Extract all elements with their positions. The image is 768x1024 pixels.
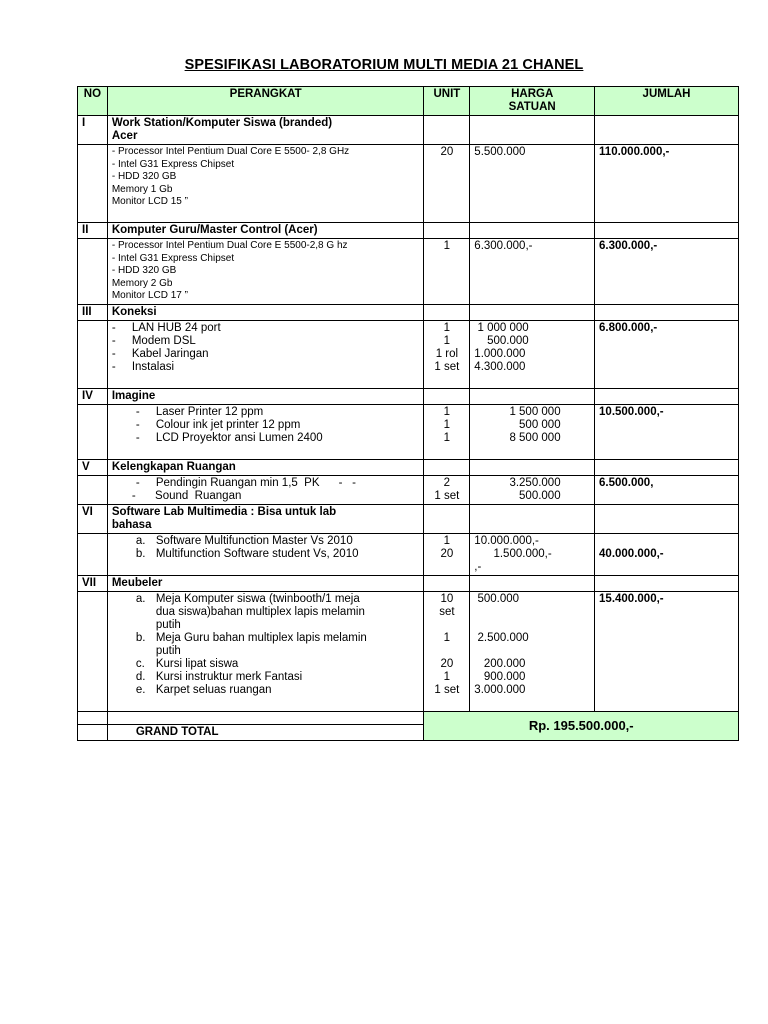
list-item: b. Multifunction Software student Vs, 2010: [135, 547, 359, 560]
jumlah-cell: 6.300.000,-: [595, 239, 739, 305]
unit-cell: [424, 533, 470, 575]
header-harga-line1: HARGA: [511, 88, 554, 100]
section-title: [107, 116, 424, 145]
price-cell: [470, 404, 595, 459]
list-item: Memory 1 Gb: [111, 183, 173, 195]
price-value: 500.000: [474, 592, 520, 605]
item-list: [107, 320, 424, 388]
section-number: I: [78, 116, 108, 145]
price-value: 500.000: [474, 334, 529, 347]
list-item: - Intel G31 Express Chipset: [111, 158, 235, 170]
jumlah-cell: 10.500.000,-: [595, 404, 739, 459]
item-list: [107, 475, 424, 504]
unit-value: 1: [443, 670, 451, 683]
jumlah-cell: 40.000.000,-: [595, 533, 739, 575]
price-value: 1.500.000,-: [474, 547, 552, 560]
item-list: [107, 404, 424, 459]
unit-value: 1: [443, 321, 451, 334]
jumlah-cell: 6.500.000,: [595, 475, 739, 504]
list-item: d. Kursi instruktur merk Fantasi: [135, 670, 303, 683]
list-item: - Processor Intel Pentium Dual Core E 5500- 2,8 GHz: [111, 146, 350, 157]
unit-cell: [424, 320, 470, 388]
section-title: Meubeler: [107, 575, 424, 591]
price-value: 5.500.000: [474, 146, 526, 158]
list-item: a. Meja Komputer siswa (twinbooth/1 meja dua siswa)bahan multiplex lapis melamin putih: [135, 592, 365, 631]
unit-value: 1: [443, 334, 451, 347]
list-item: a. Software Multifunction Master Vs 2010: [135, 534, 353, 547]
price-value: 1 000 000: [474, 321, 529, 334]
unit-cell: [424, 475, 470, 504]
unit-value: 1: [443, 431, 451, 444]
section-items-row: [78, 404, 739, 459]
jumlah-cell: 15.400.000,-: [595, 591, 739, 711]
section-title: Komputer Guru/Master Control (Acer): [107, 223, 424, 239]
section-title-line1: Software Lab Multimedia : Bisa untuk lab: [111, 505, 337, 518]
unit-value: 1: [443, 631, 451, 644]
unit-value: 1: [443, 405, 451, 418]
unit-value: 1 set: [434, 489, 460, 502]
section-title-row: [78, 116, 739, 145]
list-item: b. Meja Guru bahan multiplex lapis melamin putih: [135, 631, 367, 657]
list-item: - Intel G31 Express Chipset: [111, 252, 235, 264]
price-value: 3.000.000: [474, 683, 526, 696]
section-items-row: [78, 533, 739, 575]
list-item: - Instalasi: [111, 360, 175, 373]
price-value: 2.500.000: [474, 631, 529, 644]
section-number: III: [78, 304, 108, 320]
section-title-row: [78, 304, 739, 320]
grand-total-label: GRAND TOTAL: [107, 724, 424, 740]
price-value: 4.300.000: [474, 360, 526, 373]
section-title: Koneksi: [107, 304, 424, 320]
price-value: 6.300.000,-: [474, 240, 533, 252]
section-title-row: [78, 223, 739, 239]
grand-total-value: Rp. 195.500.000,-: [424, 711, 739, 740]
price-value: 900.000: [474, 670, 526, 683]
jumlah-cell: 110.000.000,-: [595, 145, 739, 223]
list-item: Monitor LCD 15 ”: [111, 196, 188, 207]
unit-value: 20: [440, 547, 454, 560]
unit-value: 10: [440, 592, 454, 605]
list-item: Memory 2 Gb: [111, 277, 173, 289]
unit-value: 1: [443, 534, 451, 547]
item-list: [107, 145, 424, 223]
unit-value: set: [439, 605, 455, 618]
grand-total-spacer-row: [78, 711, 739, 724]
unit-value: 1 rol: [435, 347, 459, 360]
item-list: [107, 239, 424, 305]
list-item: - Modem DSL: [111, 334, 196, 347]
list-item: - LCD Proyektor ansi Lumen 2400: [135, 431, 323, 444]
list-item: - Processor Intel Pentium Dual Core E 5500-2,8 G hz: [111, 240, 348, 251]
price-value: 10.000.000,-: [474, 534, 539, 547]
price-value: 500.000: [474, 489, 561, 502]
unit-value: 20: [440, 146, 454, 158]
list-item: - Laser Printer 12 ppm: [135, 405, 264, 418]
unit-cell: [424, 239, 470, 305]
section-items-row: [78, 475, 739, 504]
price-value: 500 000: [474, 418, 561, 431]
list-item: - Sound Ruangan: [131, 489, 242, 502]
price-cell: [470, 533, 595, 575]
section-number: V: [78, 459, 108, 475]
section-title-line2: bahasa: [111, 518, 152, 531]
section-title-row: [78, 575, 739, 591]
unit-cell: [424, 404, 470, 459]
price-value: 3.250.000: [474, 476, 561, 489]
header-jumlah: JUMLAH: [595, 87, 739, 116]
section-number: VII: [78, 575, 108, 591]
header-row: [78, 87, 739, 116]
list-item: - HDD 320 GB: [111, 171, 177, 182]
section-title: Kelengkapan Ruangan: [107, 459, 424, 475]
list-item: Monitor LCD 17 ”: [111, 290, 188, 301]
section-title: Imagine: [107, 388, 424, 404]
price-value: 1.000.000: [474, 347, 526, 360]
section-title-line2: Acer: [111, 130, 138, 142]
list-item: - Pendingin Ruangan min 1,5 PK - -: [135, 476, 356, 489]
jumlah-cell: 6.800.000,-: [595, 320, 739, 388]
section-title-row: [78, 504, 739, 533]
spec-table: [77, 86, 739, 741]
section-items-row: [78, 320, 739, 388]
unit-value: 2: [443, 476, 451, 489]
price-value: 200.000: [474, 657, 526, 670]
unit-value: 1: [443, 240, 451, 252]
list-item: e. Karpet seluas ruangan: [135, 683, 272, 696]
header-perangkat: PERANGKAT: [107, 87, 424, 116]
section-items-row: [78, 239, 739, 305]
unit-value: 1 set: [434, 683, 460, 696]
list-item: - LAN HUB 24 port: [111, 321, 221, 334]
section-items-row: [78, 145, 739, 223]
price-value: 8 500 000: [474, 431, 561, 444]
price-cell: [470, 239, 595, 305]
price-value: ,-: [474, 560, 482, 573]
section-title-row: [78, 459, 739, 475]
price-cell: [470, 320, 595, 388]
header-harga-line2: SATUAN: [508, 101, 556, 113]
section-number: II: [78, 223, 108, 239]
unit-value: 1 set: [434, 360, 460, 373]
document-title: SPESIFIKASI LABORATORIUM MULTI MEDIA 21 CHANEL: [184, 57, 584, 73]
list-item: - HDD 320 GB: [111, 265, 177, 276]
header-no: NO: [78, 87, 108, 116]
section-title: [107, 504, 424, 533]
unit-cell: [424, 591, 470, 711]
section-items-row: [78, 591, 739, 711]
list-item: c. Kursi lipat siswa: [135, 657, 239, 670]
list-item: - Colour ink jet printer 12 ppm: [135, 418, 301, 431]
item-list: [107, 591, 424, 711]
price-value: 1 500 000: [474, 405, 561, 418]
section-number: VI: [78, 504, 108, 533]
header-unit: UNIT: [424, 87, 470, 116]
price-cell: [470, 145, 595, 223]
section-title-line1: Work Station/Komputer Siswa (branded): [111, 117, 333, 129]
header-harga-satuan: [470, 87, 595, 116]
unit-value: 1: [443, 418, 451, 431]
unit-value: 20: [440, 657, 454, 670]
list-item: - Kabel Jaringan: [111, 347, 209, 360]
price-cell: [470, 591, 595, 711]
section-title-row: [78, 388, 739, 404]
price-cell: [470, 475, 595, 504]
section-number: IV: [78, 388, 108, 404]
unit-cell: [424, 145, 470, 223]
item-list: [107, 533, 424, 575]
